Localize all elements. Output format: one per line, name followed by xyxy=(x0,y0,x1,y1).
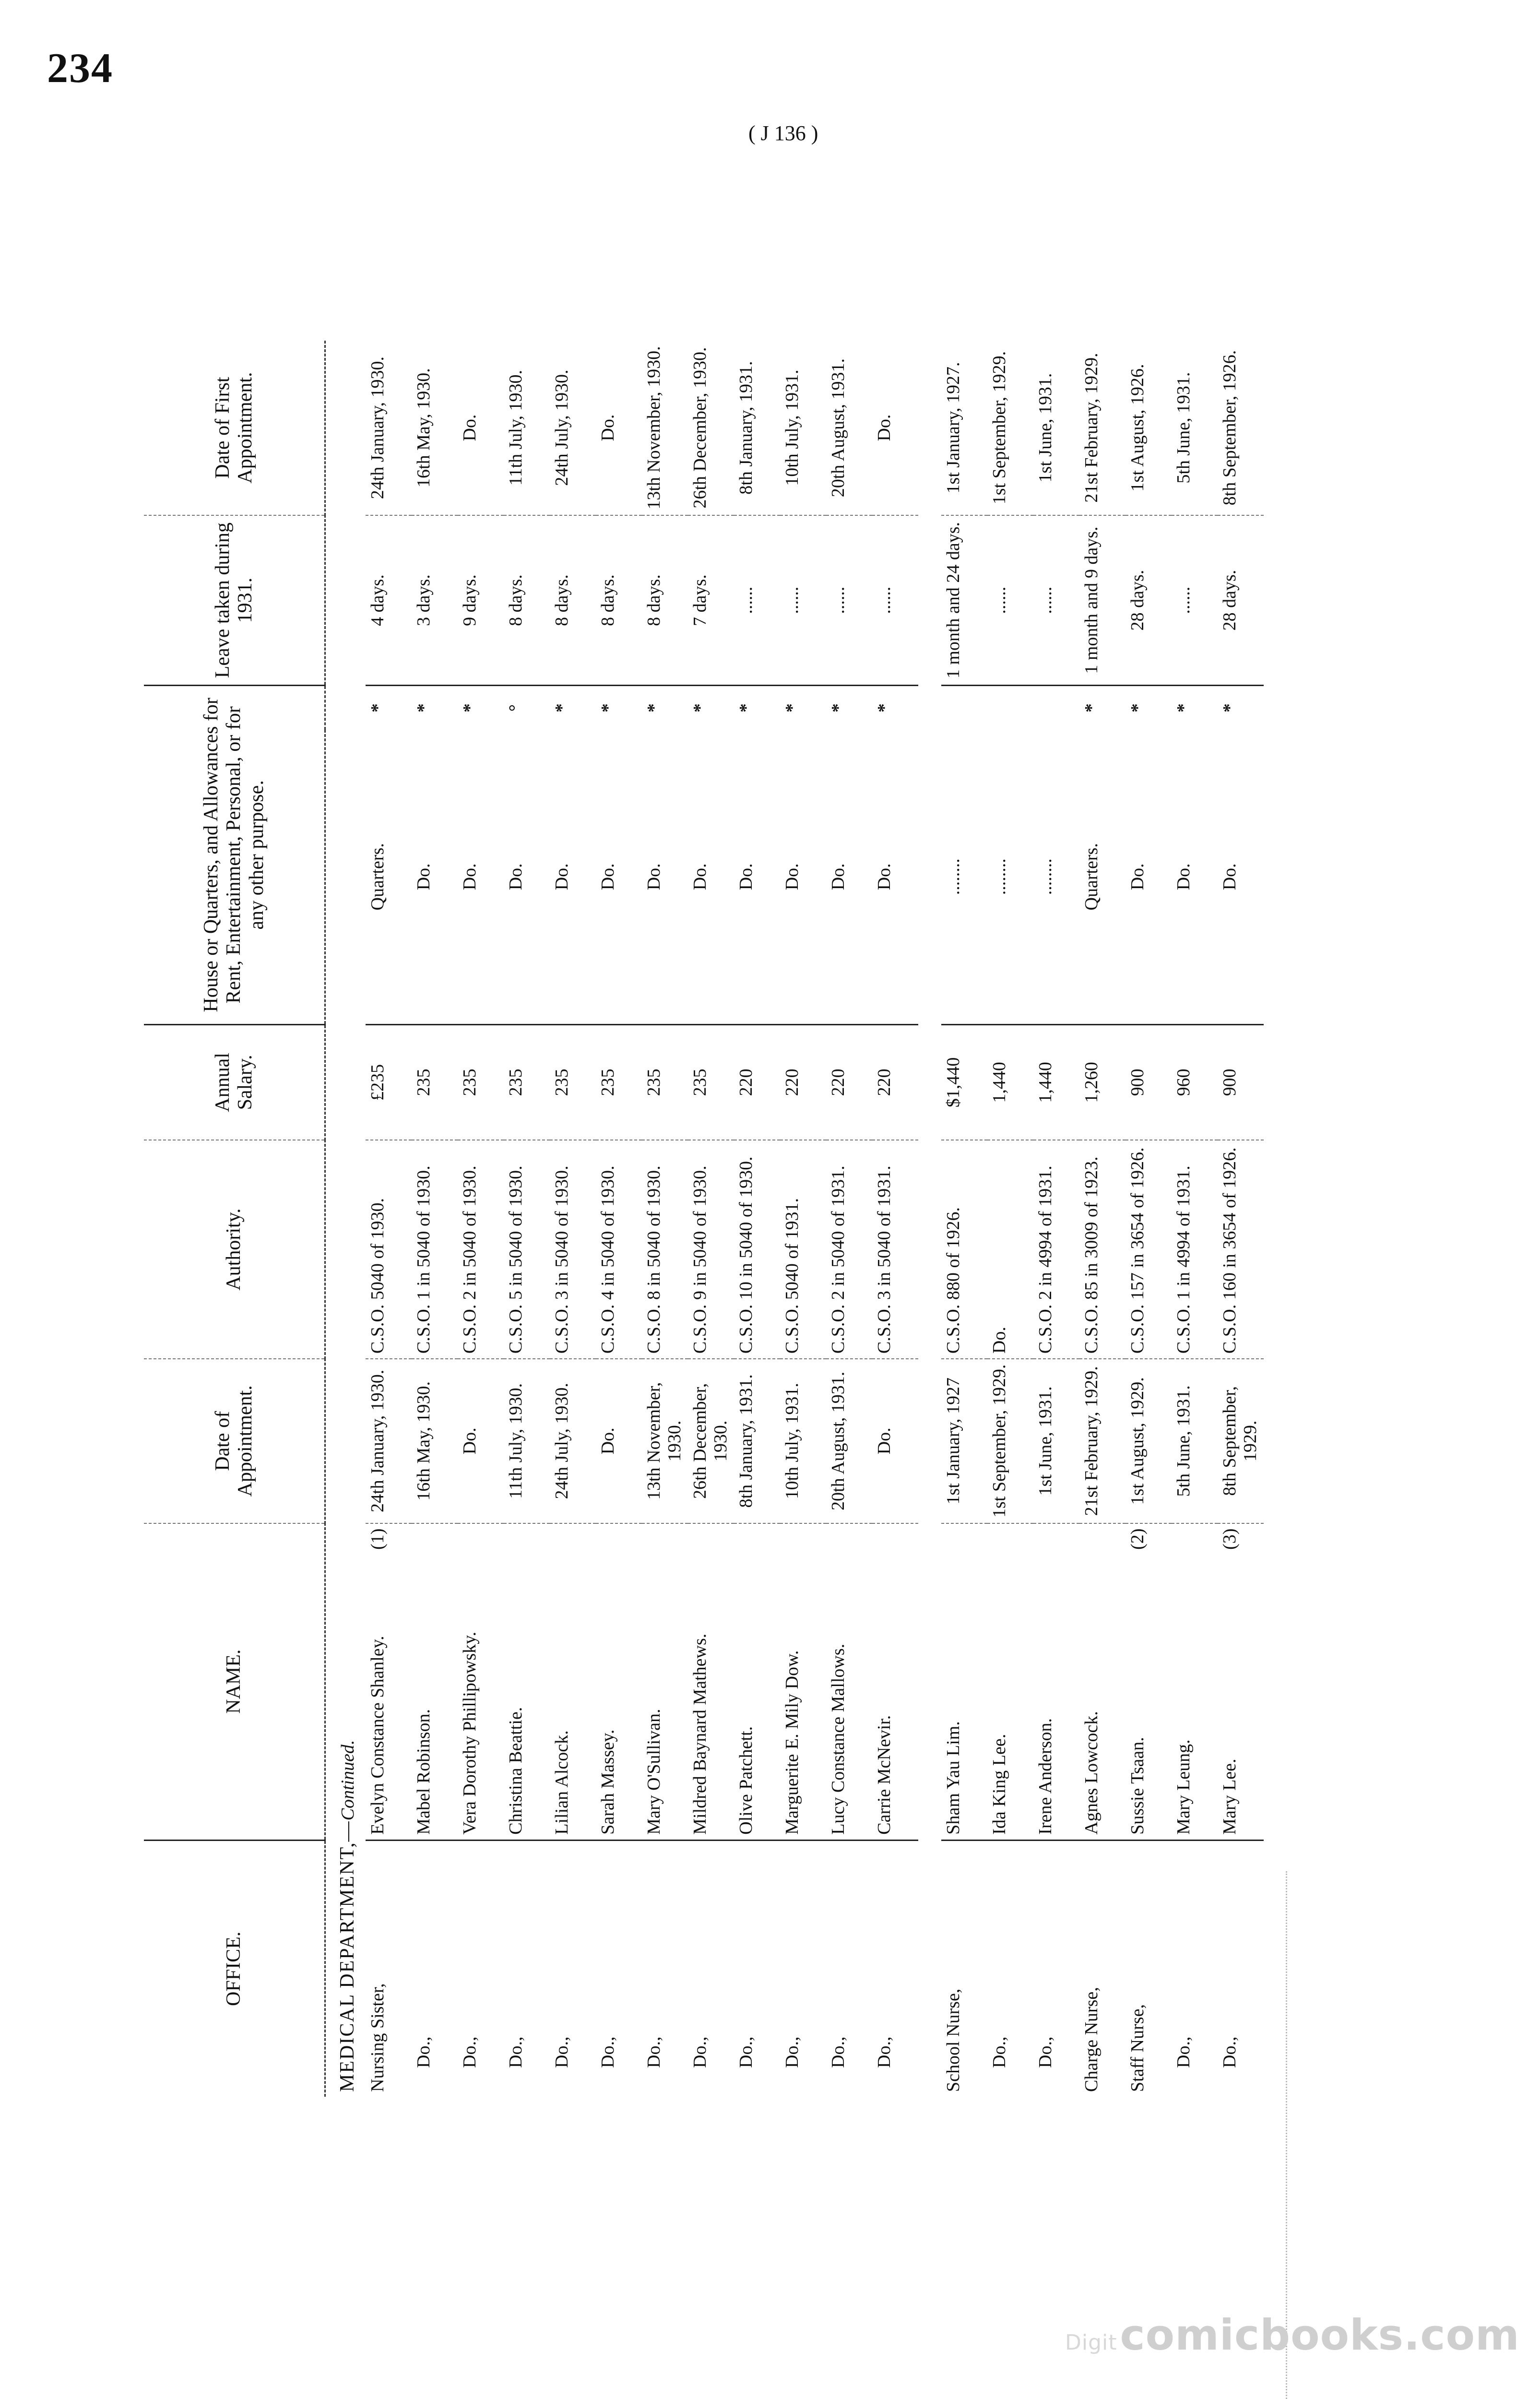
table-row xyxy=(872,341,918,2097)
date-of-appointment-cell: Do. xyxy=(596,1359,642,1523)
first-appointment-cell: 8th January, 1931. xyxy=(734,341,780,515)
house-allowance-cell: Do. xyxy=(1172,730,1218,1024)
authority-cell: C.S.O. 880 of 1926. xyxy=(941,1140,987,1359)
leave-cell: 8 days. xyxy=(596,515,642,685)
authority-cell: C.S.O. 5 in 5040 of 1930. xyxy=(504,1140,550,1359)
table-row xyxy=(642,341,688,2097)
date-of-appointment-cell: 1st January, 1927 xyxy=(941,1359,987,1523)
authority-cell: C.S.O. 85 in 3009 of 1923. xyxy=(1079,1140,1125,1359)
allowance-mark-cell: * xyxy=(1220,703,1240,713)
allowance-mark-cell: * xyxy=(874,703,895,713)
office-cell: School Nurse, xyxy=(943,1988,964,2092)
first-appointment-cell: 16th May, 1930. xyxy=(412,341,458,515)
name-cell xyxy=(941,1523,987,1841)
first-appointment-cell: 1st September, 1929. xyxy=(987,341,1033,515)
watermark-text: comicbooks.com xyxy=(1120,2310,1520,2360)
staff-name: Mary O'Sullivan. xyxy=(644,1709,664,1835)
table-row xyxy=(1125,341,1172,2097)
name-wrap xyxy=(460,1529,480,1835)
allowance-mark-cell: * xyxy=(367,703,388,713)
authority-cell: C.S.O. 8 in 5040 of 1930. xyxy=(642,1140,688,1359)
authority-cell: C.S.O. 160 in 3654 of 1926. xyxy=(1218,1140,1264,1359)
footnote-marker: (3) xyxy=(1220,1528,1240,1550)
allowance-mark-cell: * xyxy=(414,703,434,713)
first-appointment-cell: 1st June, 1931. xyxy=(1033,341,1079,515)
date-of-appointment-cell: 21st February, 1929. xyxy=(1079,1359,1125,1523)
authority-cell: C.S.O. 4 in 5040 of 1930. xyxy=(596,1140,642,1359)
first-appointment-cell: Do. xyxy=(596,341,642,515)
table-row xyxy=(1079,341,1125,2097)
annual-salary-cell: 960 xyxy=(1172,1024,1218,1140)
annual-salary-cell: 1,260 xyxy=(1079,1024,1125,1140)
first-appointment-cell: 11th July, 1930. xyxy=(504,341,550,515)
watermark-prefix: Digit xyxy=(1065,2330,1117,2355)
office-cell: Do., xyxy=(989,2036,1010,2068)
name-cell xyxy=(780,1523,826,1841)
staff-name: Vera Dorothy Phillipowsky. xyxy=(460,1631,480,1835)
date-of-appointment-cell: Do. xyxy=(872,1359,918,1523)
staff-name: Lucy Constance Mallows. xyxy=(828,1643,849,1835)
allowance-mark-cell: * xyxy=(828,703,849,713)
first-appointment-cell: 24th July, 1930. xyxy=(550,341,596,515)
annual-salary-cell: 235 xyxy=(550,1024,596,1140)
first-appointment-cell: 10th July, 1931. xyxy=(780,341,826,515)
allowance-mark-cell: * xyxy=(690,703,711,713)
table-row xyxy=(1033,341,1079,2097)
authority-cell: C.S.O. 5040 of 1931. xyxy=(780,1140,826,1359)
leave-cell: ...... xyxy=(826,515,872,685)
date-of-appointment-cell: 24th July, 1930. xyxy=(550,1359,596,1523)
staff-name: Marguerite E. Mily Dow. xyxy=(782,1650,803,1835)
annual-salary-cell: 235 xyxy=(458,1024,504,1140)
authority-cell: C.S.O. 1 in 4994 of 1931. xyxy=(1172,1140,1218,1359)
name-cell xyxy=(688,1523,734,1841)
name-wrap xyxy=(367,1529,388,1835)
footnote-marker: (1) xyxy=(367,1528,388,1550)
house-allowance-cell: ........ xyxy=(941,730,987,1024)
date-of-appointment-cell: 8th January, 1931. xyxy=(734,1359,780,1523)
name-wrap xyxy=(506,1529,526,1835)
authority-cell: C.S.O. 2 in 4994 of 1931. xyxy=(1033,1140,1079,1359)
house-allowance-cell: Do. xyxy=(504,730,550,1024)
date-of-appointment-cell: 26th December, 1930. xyxy=(688,1359,734,1523)
annual-salary-cell: 220 xyxy=(872,1024,918,1140)
authority-cell: C.S.O. 2 in 5040 of 1930. xyxy=(458,1140,504,1359)
leave-cell: 1 month and 9 days. xyxy=(1079,515,1125,685)
date-of-appointment-cell: Do. xyxy=(458,1359,504,1523)
name-wrap xyxy=(1220,1529,1240,1835)
watermark xyxy=(1065,2310,1520,2360)
house-allowance-cell: Quarters. xyxy=(366,730,412,1024)
date-of-appointment-cell: 11th July, 1930. xyxy=(504,1359,550,1523)
leave-cell: 28 days. xyxy=(1125,515,1172,685)
name-cell xyxy=(596,1523,642,1841)
leave-cell: 3 days. xyxy=(412,515,458,685)
allowance-mark-cell: * xyxy=(736,703,757,713)
date-of-appointment-cell: 8th September, 1929. xyxy=(1218,1359,1264,1523)
staff-name: Sussie Tsaan. xyxy=(1127,1737,1148,1835)
house-allowance-cell: ........ xyxy=(987,730,1033,1024)
house-allowance-cell: Do. xyxy=(826,730,872,1024)
date-of-appointment-cell: 5th June, 1931. xyxy=(1172,1359,1218,1523)
allowance-mark-cell xyxy=(987,686,1033,730)
house-allowance-cell: Do. xyxy=(412,730,458,1024)
table-body xyxy=(325,341,1264,2097)
staff-name: Agnes Lowcock. xyxy=(1081,1711,1102,1835)
header-name: NAME. xyxy=(144,1523,325,1841)
name-wrap xyxy=(828,1529,849,1835)
office-cell: Do., xyxy=(460,2036,480,2068)
office-cell: Do., xyxy=(1035,2036,1056,2068)
name-cell xyxy=(412,1523,458,1841)
department-row xyxy=(325,341,366,2097)
leave-cell: 1 month and 24 days. xyxy=(941,515,987,685)
annual-salary-cell: 220 xyxy=(826,1024,872,1140)
leave-cell: 8 days. xyxy=(550,515,596,685)
name-wrap xyxy=(414,1529,434,1835)
office-cell: Do., xyxy=(644,2036,664,2068)
leave-cell: ...... xyxy=(734,515,780,685)
annual-salary-cell: 235 xyxy=(504,1024,550,1140)
office-cell: Do., xyxy=(1220,2036,1240,2068)
office-cell: Do., xyxy=(690,2036,711,2068)
name-wrap xyxy=(690,1529,711,1835)
house-allowance-cell: Quarters. xyxy=(1079,730,1125,1024)
table-row xyxy=(688,341,734,2097)
allowance-mark-cell: ° xyxy=(506,704,526,712)
name-cell xyxy=(458,1523,504,1841)
annual-salary-cell: £235 xyxy=(366,1024,412,1140)
table-row xyxy=(826,341,872,2097)
date-of-appointment-cell: 13th November, 1930. xyxy=(642,1359,688,1523)
name-wrap xyxy=(1173,1529,1194,1835)
staff-name: Mildred Baynard Mathews. xyxy=(690,1633,711,1835)
table-row xyxy=(1218,341,1264,2097)
staff-name: Lilian Alcock. xyxy=(552,1730,572,1835)
leave-cell: 4 days. xyxy=(366,515,412,685)
header-annual-salary: Annual Salary. xyxy=(144,1024,325,1140)
table-row xyxy=(987,341,1033,2097)
house-allowance-cell: Do. xyxy=(642,730,688,1024)
annual-salary-cell: 235 xyxy=(642,1024,688,1140)
authority-cell: C.S.O. 2 in 5040 of 1931. xyxy=(826,1140,872,1359)
house-allowance-cell: Do. xyxy=(688,730,734,1024)
date-of-appointment-cell: 10th July, 1931. xyxy=(780,1359,826,1523)
leave-cell: ...... xyxy=(1172,515,1218,685)
name-wrap xyxy=(1081,1529,1102,1835)
table-row xyxy=(596,341,642,2097)
date-of-appointment-cell: 20th August, 1931. xyxy=(826,1359,872,1523)
table-row xyxy=(504,341,550,2097)
first-appointment-cell: 8th September, 1926. xyxy=(1218,341,1264,515)
leave-cell: ...... xyxy=(1033,515,1079,685)
annual-salary-cell: 235 xyxy=(412,1024,458,1140)
table-row xyxy=(780,341,826,2097)
name-cell xyxy=(826,1523,872,1841)
name-cell xyxy=(734,1523,780,1841)
first-appointment-cell: 5th June, 1931. xyxy=(1172,341,1218,515)
name-wrap xyxy=(989,1529,1010,1835)
date-of-appointment-cell: 1st June, 1931. xyxy=(1033,1359,1079,1523)
header-leave: Leave taken during 1931. xyxy=(144,515,325,685)
name-wrap xyxy=(598,1529,618,1835)
staff-name: Mabel Robinson. xyxy=(414,1709,434,1835)
table-row xyxy=(941,341,987,2097)
date-of-appointment-cell: 1st September, 1929. xyxy=(987,1359,1033,1523)
table-header-row xyxy=(144,341,325,2097)
staff-table xyxy=(144,341,1264,2097)
name-wrap xyxy=(644,1529,664,1835)
group-spacer-cell xyxy=(918,341,941,2097)
group-spacer xyxy=(918,341,941,2097)
allowance-mark-cell xyxy=(941,686,987,730)
name-cell xyxy=(1218,1523,1264,1841)
house-allowance-cell: Do. xyxy=(734,730,780,1024)
house-allowance-cell: Do. xyxy=(596,730,642,1024)
office-cell: Charge Nurse, xyxy=(1081,1987,1102,2092)
office-cell: Do., xyxy=(598,2036,618,2068)
leave-cell: 9 days. xyxy=(458,515,504,685)
authority-cell: Do. xyxy=(987,1140,1033,1359)
office-cell: Do., xyxy=(414,2036,434,2068)
office-cell: Do., xyxy=(552,2036,572,2068)
house-allowance-cell: Do. xyxy=(1125,730,1172,1024)
name-wrap xyxy=(782,1529,803,1835)
table-row xyxy=(412,341,458,2097)
house-allowance-cell: Do. xyxy=(872,730,918,1024)
date-of-appointment-cell: 1st August, 1929. xyxy=(1125,1359,1172,1523)
staff-name: Carrie McNevir. xyxy=(874,1715,895,1835)
table-row xyxy=(366,341,412,2097)
staff-name: Olive Patchett. xyxy=(736,1726,757,1835)
first-appointment-cell: 24th January, 1930. xyxy=(366,341,412,515)
house-allowance-cell: Do. xyxy=(1218,730,1264,1024)
name-wrap xyxy=(874,1529,895,1835)
name-wrap xyxy=(943,1529,964,1835)
office-cell: Do., xyxy=(736,2036,757,2068)
department-title xyxy=(325,341,366,2097)
name-cell xyxy=(1125,1523,1172,1841)
table-row xyxy=(734,341,780,2097)
allowance-mark-cell: * xyxy=(782,703,803,713)
annual-salary-cell: $1,440 xyxy=(941,1024,987,1140)
leave-cell: ...... xyxy=(780,515,826,685)
header-first-appointment: Date of First Appointment. xyxy=(144,341,325,515)
annual-salary-cell: 235 xyxy=(688,1024,734,1140)
date-of-appointment-cell: 24th January, 1930. xyxy=(366,1359,412,1523)
header-authority: Authority. xyxy=(144,1140,325,1359)
staff-name: Mary Lee. xyxy=(1220,1758,1240,1835)
name-cell xyxy=(1079,1523,1125,1841)
name-cell xyxy=(987,1523,1033,1841)
leave-cell: 8 days. xyxy=(642,515,688,685)
allowance-mark-cell: * xyxy=(552,703,572,713)
first-appointment-cell: 26th December, 1930. xyxy=(688,341,734,515)
allowance-mark-cell: * xyxy=(1173,703,1194,713)
house-allowance-cell: Do. xyxy=(458,730,504,1024)
allowance-mark-cell: * xyxy=(460,703,480,713)
name-wrap xyxy=(1035,1529,1056,1835)
annual-salary-cell: 900 xyxy=(1218,1024,1264,1140)
name-wrap xyxy=(736,1529,757,1835)
leave-cell: 28 days. xyxy=(1218,515,1264,685)
authority-cell: C.S.O. 3 in 5040 of 1930. xyxy=(550,1140,596,1359)
office-cell: Do., xyxy=(1173,2036,1194,2068)
annual-salary-cell: 220 xyxy=(734,1024,780,1140)
rotated-table-container xyxy=(144,341,1420,2097)
allowance-mark-cell: * xyxy=(598,703,618,713)
annual-salary-cell: 235 xyxy=(596,1024,642,1140)
name-cell xyxy=(504,1523,550,1841)
leave-cell: ...... xyxy=(987,515,1033,685)
annual-salary-cell: 1,440 xyxy=(1033,1024,1079,1140)
staff-name: Ida King Lee. xyxy=(989,1734,1010,1835)
office-cell: Nursing Sister, xyxy=(367,1983,388,2092)
footnote-marker: (2) xyxy=(1127,1528,1148,1550)
first-appointment-cell: 20th August, 1931. xyxy=(826,341,872,515)
leave-cell: 8 days. xyxy=(504,515,550,685)
first-appointment-cell: Do. xyxy=(458,341,504,515)
staff-name: Christina Beattie. xyxy=(506,1707,526,1835)
office-cell: Do., xyxy=(506,2036,526,2068)
leave-cell: 7 days. xyxy=(688,515,734,685)
allowance-mark-cell: * xyxy=(1081,703,1102,713)
name-wrap xyxy=(552,1529,572,1835)
first-appointment-cell: 21st February, 1929. xyxy=(1079,341,1125,515)
name-cell xyxy=(550,1523,596,1841)
page-number: 234 xyxy=(47,45,113,92)
office-cell: Do., xyxy=(828,2036,849,2068)
name-cell xyxy=(1172,1523,1218,1841)
authority-cell: C.S.O. 9 in 5040 of 1930. xyxy=(688,1140,734,1359)
name-wrap xyxy=(1127,1529,1148,1835)
header-house-allowances: House or Quarters, and Allowances for Rent, Entertainment, Personal, or for any other purpose. xyxy=(144,686,325,1025)
table-row xyxy=(550,341,596,2097)
annual-salary-cell: 1,440 xyxy=(987,1024,1033,1140)
allowance-mark-cell: * xyxy=(1127,703,1148,713)
page-reference: ( J 136 ) xyxy=(748,121,818,145)
house-allowance-cell: ........ xyxy=(1033,730,1079,1024)
first-appointment-cell: 13th November, 1930. xyxy=(642,341,688,515)
name-cell xyxy=(872,1523,918,1841)
first-appointment-cell: 1st August, 1926. xyxy=(1125,341,1172,515)
authority-cell: C.S.O. 157 in 3654 of 1926. xyxy=(1125,1140,1172,1359)
table-row xyxy=(458,341,504,2097)
date-of-appointment-cell: 16th May, 1930. xyxy=(412,1359,458,1523)
office-cell: Staff Nurse, xyxy=(1127,2004,1148,2092)
staff-name: Mary Leung. xyxy=(1173,1739,1194,1835)
staff-name: Sham Yau Lim. xyxy=(943,1721,964,1835)
department-name: MEDICAL DEPARTMENT,— xyxy=(336,1820,358,2092)
name-cell xyxy=(366,1523,412,1841)
office-cell: Do., xyxy=(874,2036,895,2068)
staff-name: Irene Anderson. xyxy=(1035,1718,1056,1835)
house-allowance-cell: Do. xyxy=(780,730,826,1024)
staff-name: Sarah Massey. xyxy=(598,1729,618,1835)
first-appointment-cell: 1st January, 1927. xyxy=(941,341,987,515)
name-cell xyxy=(1033,1523,1079,1841)
allowance-mark-cell xyxy=(1033,686,1079,730)
annual-salary-cell: 900 xyxy=(1125,1024,1172,1140)
authority-cell: C.S.O. 10 in 5040 of 1930. xyxy=(734,1140,780,1359)
authority-cell: C.S.O. 3 in 5040 of 1931. xyxy=(872,1140,918,1359)
annual-salary-cell: 220 xyxy=(780,1024,826,1140)
name-cell xyxy=(642,1523,688,1841)
header-office: OFFICE. xyxy=(223,1931,245,2006)
authority-cell: C.S.O. 1 in 5040 of 1930. xyxy=(412,1140,458,1359)
department-continued: Continued. xyxy=(338,1740,358,1821)
leave-cell: ...... xyxy=(872,515,918,685)
authority-cell: C.S.O. 5040 of 1930. xyxy=(366,1140,412,1359)
header-date-of-appointment: Date of Appointment. xyxy=(144,1359,325,1523)
staff-name: Evelyn Constance Shanley. xyxy=(367,1636,388,1835)
table-row xyxy=(1172,341,1218,2097)
allowance-mark-cell: * xyxy=(644,703,664,713)
office-cell: Do., xyxy=(782,2036,803,2068)
first-appointment-cell: Do. xyxy=(872,341,918,515)
house-allowance-cell: Do. xyxy=(550,730,596,1024)
